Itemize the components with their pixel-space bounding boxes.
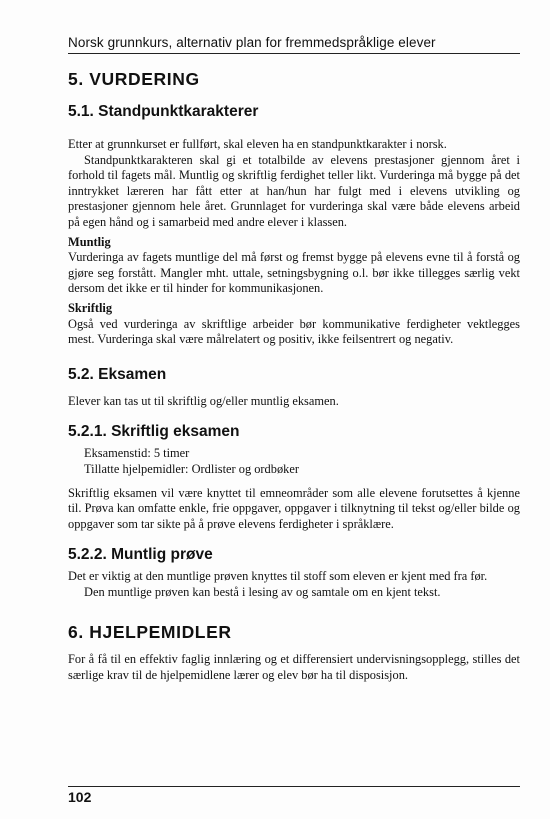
chapter-5-heading: 5. VURDERING bbox=[68, 69, 200, 89]
section-5-2-paragraph: Elever kan tas ut til skriftlig og/eller muntlig eksamen. bbox=[68, 393, 339, 408]
chapter-6-heading: 6. HJELPEMIDLER bbox=[68, 622, 232, 643]
section-5-2-2-paragraph-1: Det er viktig at den muntlige prøven knyttes til stoff som eleven er kjent med fra før. bbox=[68, 569, 488, 584]
exam-duration: Eksamenstid: 5 timer bbox=[84, 446, 190, 461]
written-paragraph: Også ved vurderinga av skriftlige arbeider bør kommunikative ferdigheter vektlegges mest. Vurderinga skal være målrelatert og positiv, ikke feilsentrert og negativ. bbox=[68, 316, 520, 347]
section-5-2-1-paragraph: Skriftlig eksamen vil være knyttet til emneområder som alle elevene forutsettes å kjenne til. Prøva kan omfatte enkle, frie oppgaver, oppgaver i tilknytning til tekst og/eller bilde og oppgaver som tar sikte på å prøve elevens ferdigheter i språklære. bbox=[68, 485, 520, 531]
page-number: 102 bbox=[68, 789, 92, 805]
section-5-1-heading: 5.1. Standpunktkarakterer bbox=[68, 103, 259, 120]
section-5-2-heading: 5.2. Eksamen bbox=[68, 365, 167, 383]
exam-allowed-aids: Tillatte hjelpemidler: Ordlister og ordbøker bbox=[84, 461, 299, 476]
footer-rule bbox=[68, 786, 520, 787]
running-head: Norsk grunnkurs, alternativ plan for fremmedspråklige elever bbox=[68, 35, 520, 54]
oral-paragraph: Vurderinga av fagets muntlige del må først og fremst bygge på elevens evne til å forstå og gjøre seg forstått. Mangler mht. uttale, setningsbygning o.l. bør ikke tillegges særlig vekt dersom det ikke er til hinder for kommunikasjonen. bbox=[68, 250, 520, 296]
page-content bbox=[68, 62, 520, 684]
section-5-2-1-heading: 5.2.1. Skriftlig eksamen bbox=[68, 423, 240, 441]
section-5-2-2-paragraph-2: Den muntlige prøven kan bestå i lesing av og samtale om en kjent tekst. bbox=[84, 584, 441, 599]
section-5-1-paragraph: Standpunktkarakteren skal gi et totalbilde av elevens prestasjoner gjennom året i forhold til fagets mål. Muntlig og skriftlig ferdighet teller likt. Vurderinga må bygge på det inntrykket læreren har fått etter at han/hun har fulgt med i elevens utvikling og prestasjoner gjennom hele året. Grunnlaget for vurderinga skal være både elevens arbeid på egen hånd og i samarbeid med andre elever i klassen. bbox=[68, 152, 520, 229]
chapter-6-paragraph: For å få til en effektiv faglig innlæring og et differensiert undervisningsopplegg, stilles det særlige krav til de hjelpemidlene lærer og elev bør ha til disposisjon. bbox=[68, 652, 520, 683]
section-5-1-intro: Etter at grunnkurset er fullført, skal eleven ha en standpunktkarakter i norsk. bbox=[68, 137, 447, 151]
section-5-2-2-heading: 5.2.2. Muntlig prøve bbox=[68, 546, 213, 564]
oral-subheading: Muntlig bbox=[68, 234, 111, 249]
written-subheading: Skriftlig bbox=[68, 300, 113, 315]
